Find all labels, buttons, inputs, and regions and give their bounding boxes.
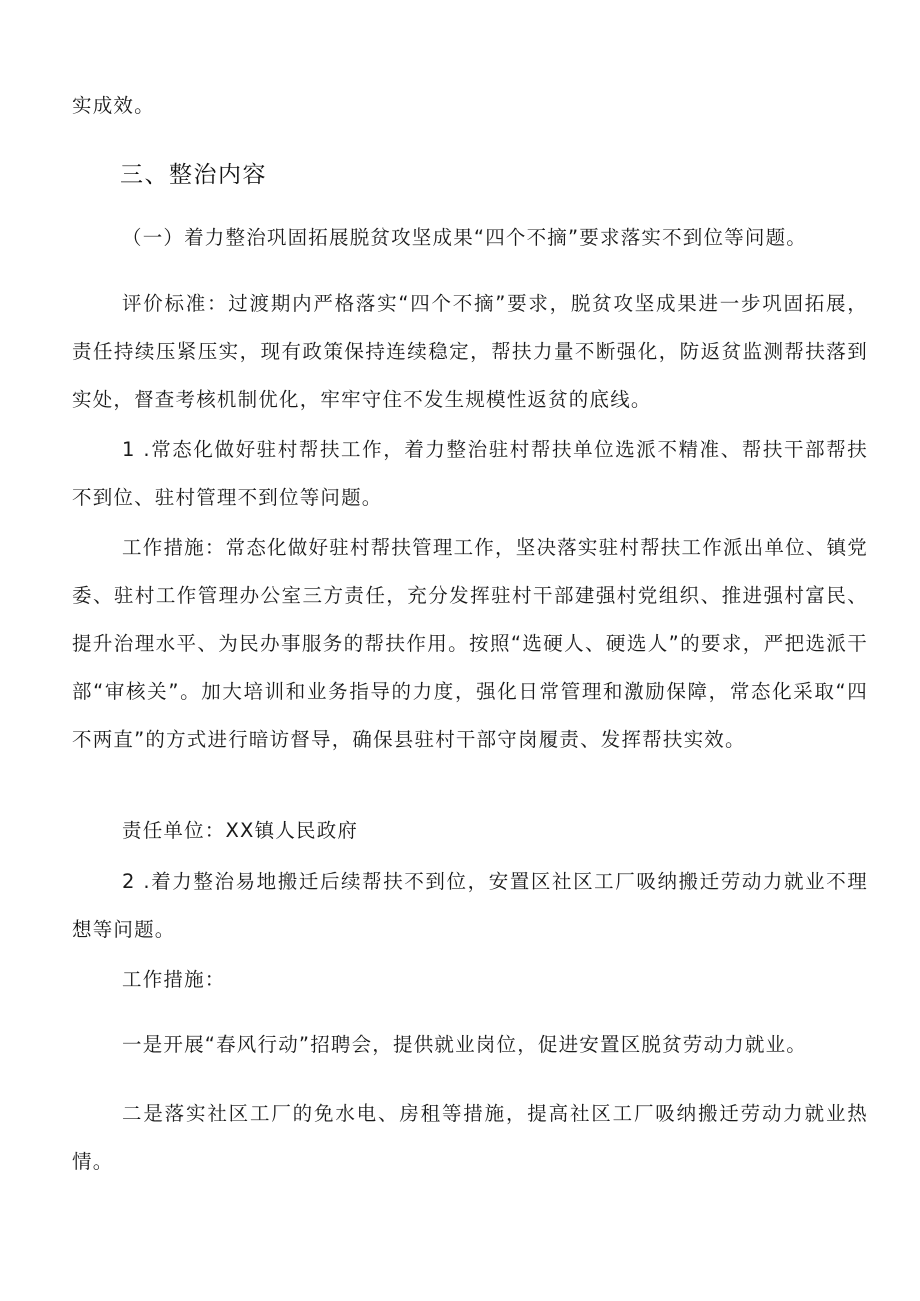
item-2-title: 2 .着力整治易地搬迁后续帮扶不到位，安置区社区工厂吸纳搬迁劳动力就业不理想等问题。 <box>72 870 868 941</box>
evaluation-standard-paragraph: 评价标准：过渡期内严格落实“四个不摘”要求，脱贫攻坚成果进一步巩固拓展，责任持续压紧压实，现有政策保持连续稳定，帮扶力量不断强化，防返贫监测帮扶落到实处，督查考核机制优化，牢牢守住不发生规模性返贫的底线。 <box>72 292 868 411</box>
measure-two: 二是落实社区工厂的免水电、房租等措施，提高社区工厂吸纳搬迁劳动力就业热情。 <box>72 1102 868 1173</box>
section-heading: 三、整治内容 <box>120 162 267 188</box>
subsection-title: （一）着力整治巩固拓展脱贫攻坚成果“四个不摘”要求落实不到位等问题。 <box>122 226 808 249</box>
item-1-title: 1 .常态化做好驻村帮扶工作，着力整治驻村帮扶单位选派不精准、帮扶干部帮扶不到位、驻村管理不到位等问题。 <box>72 438 868 509</box>
measure-one: 一是开展“春风行动”招聘会，提供就业岗位，促进安置区脱贫劳动力就业。 <box>122 1033 808 1056</box>
responsible-unit: 责任单位：XX镇人民政府 <box>122 819 359 842</box>
item-1-measures: 工作措施：常态化做好驻村帮扶管理工作，坚决落实驻村帮扶工作派出单位、镇党委、驻村工作管理办公室三方责任，充分发挥驻村干部建强村党组织、推进强村富民、提升治理水平、为民办事服务的帮扶作用。按照“选硬人、硬选人”的要求，严把选派干部“审核关”。加大培训和业务指导的力度，强化日常管理和激励保障，常态化采取“四不两直”的方式进行暗访督导，确保县驻村干部守岗履责、发挥帮扶实效。 <box>72 536 868 751</box>
paragraph-continuation: 实成效。 <box>72 94 155 117</box>
item-2-measures-label: 工作措施： <box>122 968 226 991</box>
